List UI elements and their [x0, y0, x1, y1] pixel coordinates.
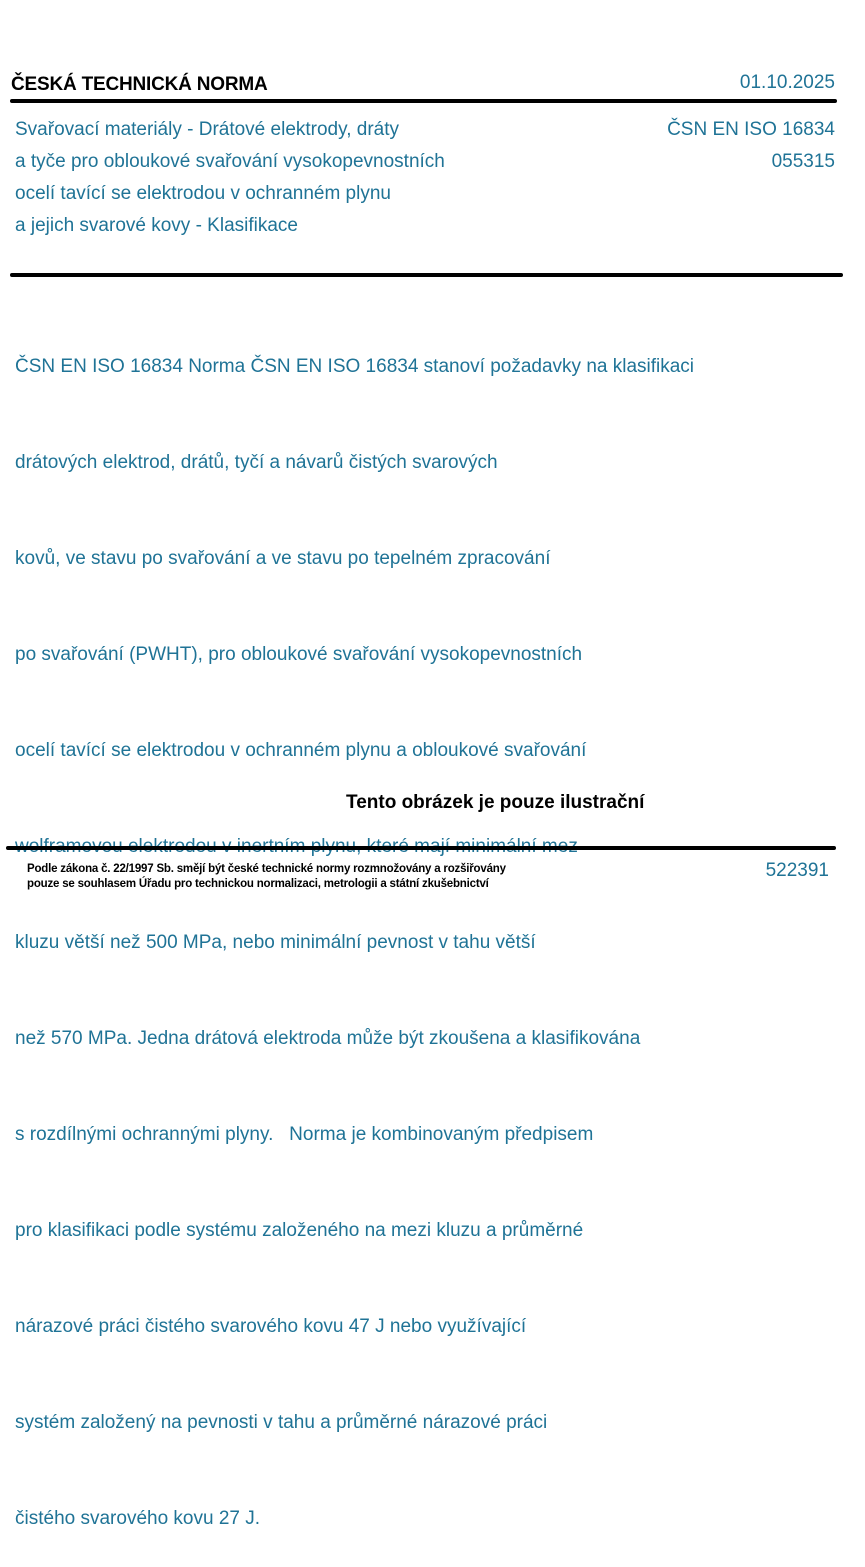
legal-line: pouze se souhlasem Úřadu pro technickou normalizaci, metrologii a státní zkušebnictví	[27, 878, 489, 890]
abstract-line: pro klasifikaci podle systému založeného na mezi kluzu a průměrné	[15, 1220, 584, 1241]
title-divider	[10, 273, 843, 277]
document-title	[15, 114, 445, 242]
publication-date: 01.10.2025	[739, 72, 835, 93]
standard-identifiers	[667, 114, 835, 178]
document-header-title: ČESKÁ TECHNICKÁ NORMA	[11, 74, 268, 95]
legal-notice	[27, 862, 506, 892]
abstract-line: než 570 MPa. Jedna drátová elektroda může být zkoušena a klasifikována	[15, 1028, 641, 1049]
standard-number: ČSN EN ISO 16834	[667, 119, 835, 140]
title-line: a tyče pro obloukové svařování vysokopevnostních	[15, 151, 445, 172]
footer-divider	[6, 846, 836, 850]
abstract-line: kovů, ve stavu po svařování a ve stavu po tepelném zpracování	[15, 548, 551, 569]
class-code: 055315	[771, 151, 835, 172]
title-line: a jejich svarové kovy - Klasifikace	[15, 215, 298, 236]
abstract-line: po svařování (PWHT), pro obloukové svařování vysokopevnostních	[15, 644, 583, 665]
legal-line: Podle zákona č. 22/1997 Sb. smějí být české technické normy rozmnožovány a rozšiřovány	[27, 863, 506, 875]
title-line: Svařovací materiály - Drátové elektrody, dráty	[15, 119, 400, 140]
abstract-line: kluzu větší než 500 MPa, nebo minimální pevnost v tahu větší	[15, 932, 536, 953]
abstract-line: ČSN EN ISO 16834 Norma ČSN EN ISO 16834 stanoví požadavky na klasifikaci	[15, 356, 695, 377]
header-divider	[10, 99, 837, 103]
illustration-notice: Tento obrázek je pouze ilustrační	[346, 792, 645, 813]
abstract-line: systém založený na pevnosti v tahu a průměrné nárazové práci	[15, 1412, 548, 1433]
title-line: ocelí tavící se elektrodou v ochranném plynu	[15, 183, 391, 204]
abstract-line: ocelí tavící se elektrodou v ochranném plynu a obloukové svařování	[15, 740, 587, 761]
abstract-line: drátových elektrod, drátů, tyčí a návarů čistých svarových	[15, 452, 498, 473]
abstract-line: s rozdílnými ochrannými plyny. Norma je kombinovaným předpisem	[15, 1124, 594, 1145]
document-id: 522391	[765, 860, 829, 881]
abstract-text	[15, 287, 694, 1567]
abstract-line: nárazové práci čistého svarového kovu 47 J nebo využívající	[15, 1316, 527, 1337]
abstract-line: čistého svarového kovu 27 J.	[15, 1508, 261, 1529]
